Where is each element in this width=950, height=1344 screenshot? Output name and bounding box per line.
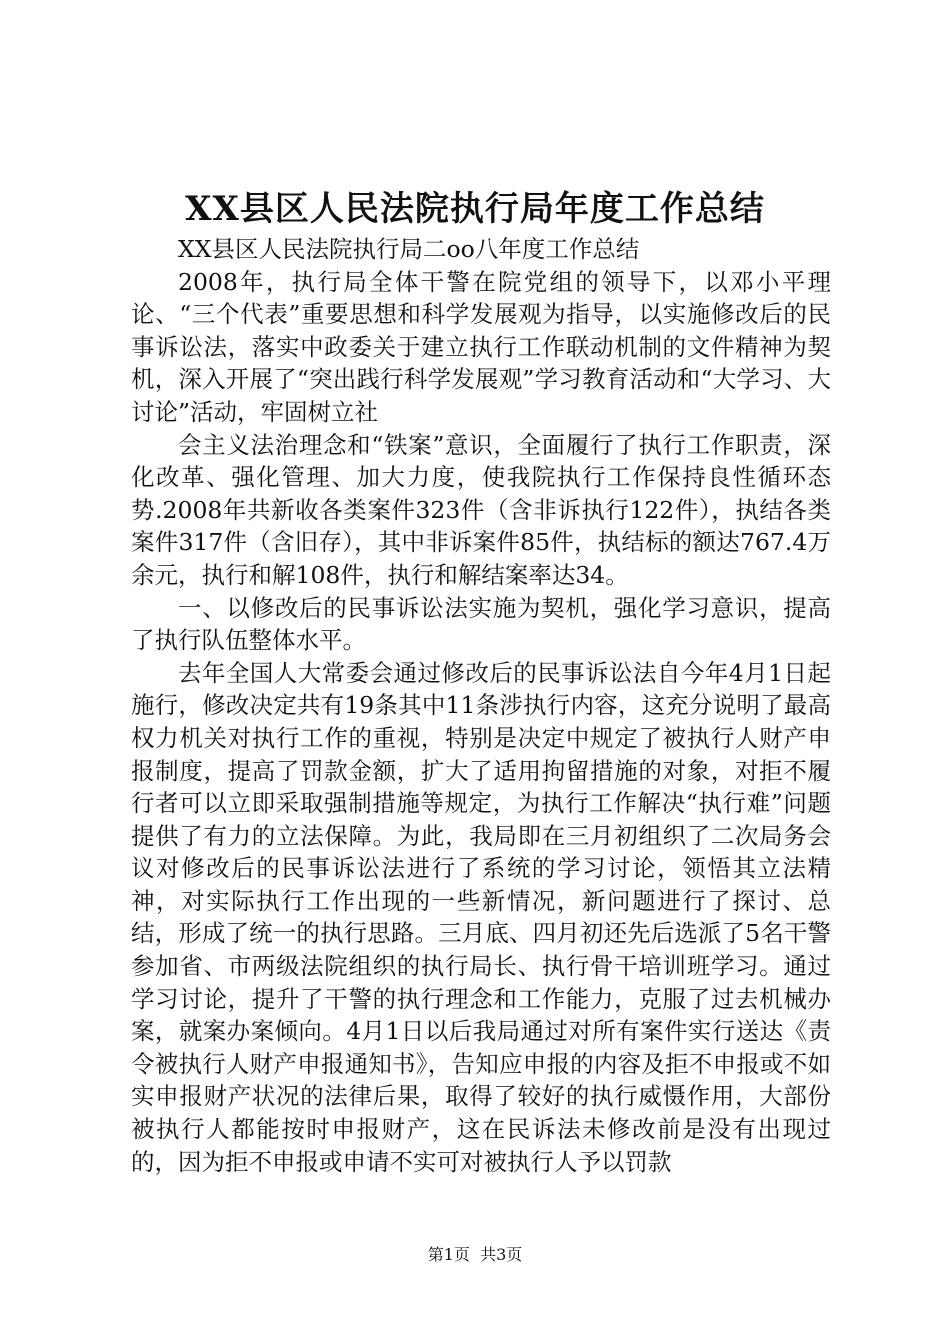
page-footer	[0, 1244, 950, 1266]
document-body	[131, 233, 831, 1178]
footer-separator	[470, 1245, 480, 1264]
document-title: XX县区人民法院执行局年度工作总结	[185, 189, 765, 229]
subtitle-paragraph: XX县区人民法院执行局二oo八年度工作总结	[178, 235, 640, 263]
intro-paragraph: 2008年，执行局全体干警在院党组的领导下，以邓小平理论、“三个代表”重要思想和科学发展观为指导，以实施修改后的民事诉讼法，落实中政委关于建立执行工作联动机制的文件精神为契机，深入开展了“突出践行科学发展观”学习教育活动和“大学习、大讨论”活动，牢固树立社	[131, 267, 831, 426]
summary-paragraph: 会主义法治理念和“铁案”意识，全面履行了执行工作职责，深化改革、强化管理、加大力度，使我院执行工作保持良性循环态势.2008年共新收各类案件323件（含非诉执行122件），执结各类案件317件（含旧存），其中非诉案件85件，执结标的额达767.4万余元，执行和解108件，执行和解结案率达34。	[131, 430, 831, 589]
page-total: 共3页	[480, 1245, 523, 1264]
section-1-paragraph: 去年全国人大常委会通过修改后的民事诉讼法自今年4月1日起施行，修改决定共有19条其中11条涉执行内容，这充分说明了最高权力机关对执行工作的重视，特别是决定中规定了被执行人财产申报制度，提高了罚款金额，扩大了适用拘留措施的对象，对拒不履行者可以立即采取强制措施等规定，为执行工作解决“执行难”问题提供了有力的立法保障。为此，我局即在三月初组织了二次局务会议对修改后的民事诉讼法进行了系统的学习讨论，领悟其立法精神，对实际执行工作出现的一些新情况，新问题进行了探讨、总结，形成了统一的执行思路。三月底、四月初还先后选派了5名干警参加省、市两级法院组织的执行局长、执行骨干培训班学习。通过学习讨论，提升了干警的执行理念和工作能力，克服了过去机械办案，就案办案倾向。4月1日以后我局通过对所有案件实行送达《责令被执行人财产申报通知书》，告知应申报的内容及拒不申报或不如实申报财产状况的法律后果，取得了较好的执行威慑作用，大部份被执行人都能按时申报财产，这在民诉法未修改前是没有出现过的，因为拒不申报或申请不实可对被执行人予以罚款	[131, 658, 831, 1176]
page-number: 第1页	[427, 1245, 470, 1264]
section-heading-1: 一、以修改后的民事诉讼法实施为契机，强化学习意识，提高了执行队伍整体水平。	[131, 593, 831, 655]
